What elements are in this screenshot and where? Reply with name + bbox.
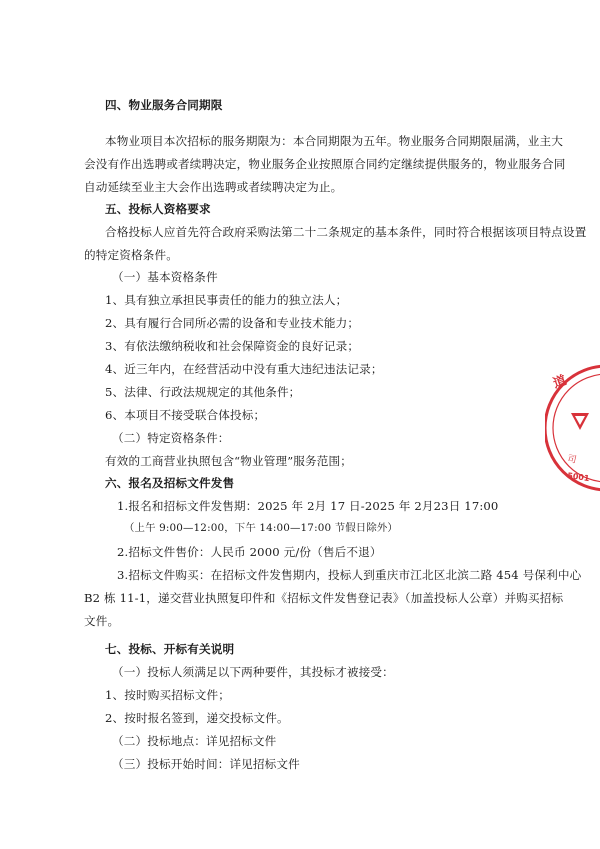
basic-item-6: 6、本项目不接受联合体投标； [105, 408, 266, 422]
section-4-para-line-2: 会没有作出选聘或者续聘决定，物业服务企业按照原合同约定继续提供服务的，物业服务合同 [84, 157, 566, 171]
bid-location: （二）投标地点：详见招标文件 [112, 734, 277, 748]
purchase-info-line-2: B2 栋 11-1，递交营业执照复印件和《招标文件发售登记表》（加盖投标人公章）并购买招标 [84, 591, 564, 605]
sale-hours-note: （上午 9:00—12:00，下午 14:00—17:00 节假日除外） [124, 522, 398, 534]
basic-item-4: 4、近三年内，在经营活动中没有重大违纪违法记录； [105, 362, 383, 376]
basic-item-1: 1、具有独立承担民事责任的能力的独立法人； [105, 293, 348, 307]
special-qualification-text: 有效的工商营业执照包含“物业管理”服务范围； [105, 454, 353, 468]
purchase-info-line-1: 3.招标文件购买：在招标文件发售期内，投标人到重庆市江北区北滨二路 454 号保利中心 [117, 568, 582, 582]
svg-text:道: 道 [551, 373, 569, 392]
section-5-heading: 五、投标人资格要求 [105, 202, 211, 216]
section-7-heading: 七、投标、开标有关说明 [105, 642, 235, 656]
section-4-heading: 四、物业服务合同期限 [105, 98, 223, 112]
purchase-info-line-3: 文件。 [84, 614, 120, 628]
seal-graphic [545, 358, 600, 493]
basic-item-3: 3、有依法缴纳税收和社会保障资金的良好记录； [105, 339, 360, 353]
bid-requirement-1: 1、按时购买招标文件； [105, 688, 230, 702]
section-6-heading: 六、报名及招标文件发售 [105, 476, 235, 490]
section-4-para-line-1: 本物业项目本次招标的服务期限为：本合同期限为五年。物业服务合同期限届满，业主大 [105, 134, 564, 148]
basic-qualification-title: （一）基本资格条件 [112, 270, 218, 284]
bid-requirement-2: 2、按时报名签到，递交投标文件。 [105, 711, 289, 725]
svg-text:司: 司 [566, 454, 578, 466]
bid-start-time: （三）投标开始时间：详见招标文件 [112, 757, 300, 771]
special-qualification-title: （二）特定资格条件： [112, 431, 230, 445]
seal-code: 5001 [566, 471, 591, 484]
document-price: 2.招标文件售价：人民币 2000 元/份（售后不退） [117, 545, 382, 559]
sale-period: 1.报名和招标文件发售期：2025 年 2月 17 日-2025 年 2月23日 17:00 [117, 499, 499, 513]
basic-item-2: 2、具有履行合同所必需的设备和专业技术能力； [105, 316, 360, 330]
red-seal-stamp [545, 358, 600, 493]
section-5-intro-line-1: 合格投标人应首先符合政府采购法第二十二条规定的基本条件，同时符合根据该项目特点设置 [105, 225, 587, 239]
basic-item-5: 5、法律、行政法规规定的其他条件； [105, 385, 301, 399]
section-5-intro-line-2: 的特定资格条件。 [84, 248, 178, 262]
section-4-para-line-3: 自动延续至业主大会作出选聘或者续聘决定为止。 [84, 180, 343, 194]
bid-requirements-title: （一）投标人须满足以下两种要件，其投标才被接受： [112, 665, 394, 679]
